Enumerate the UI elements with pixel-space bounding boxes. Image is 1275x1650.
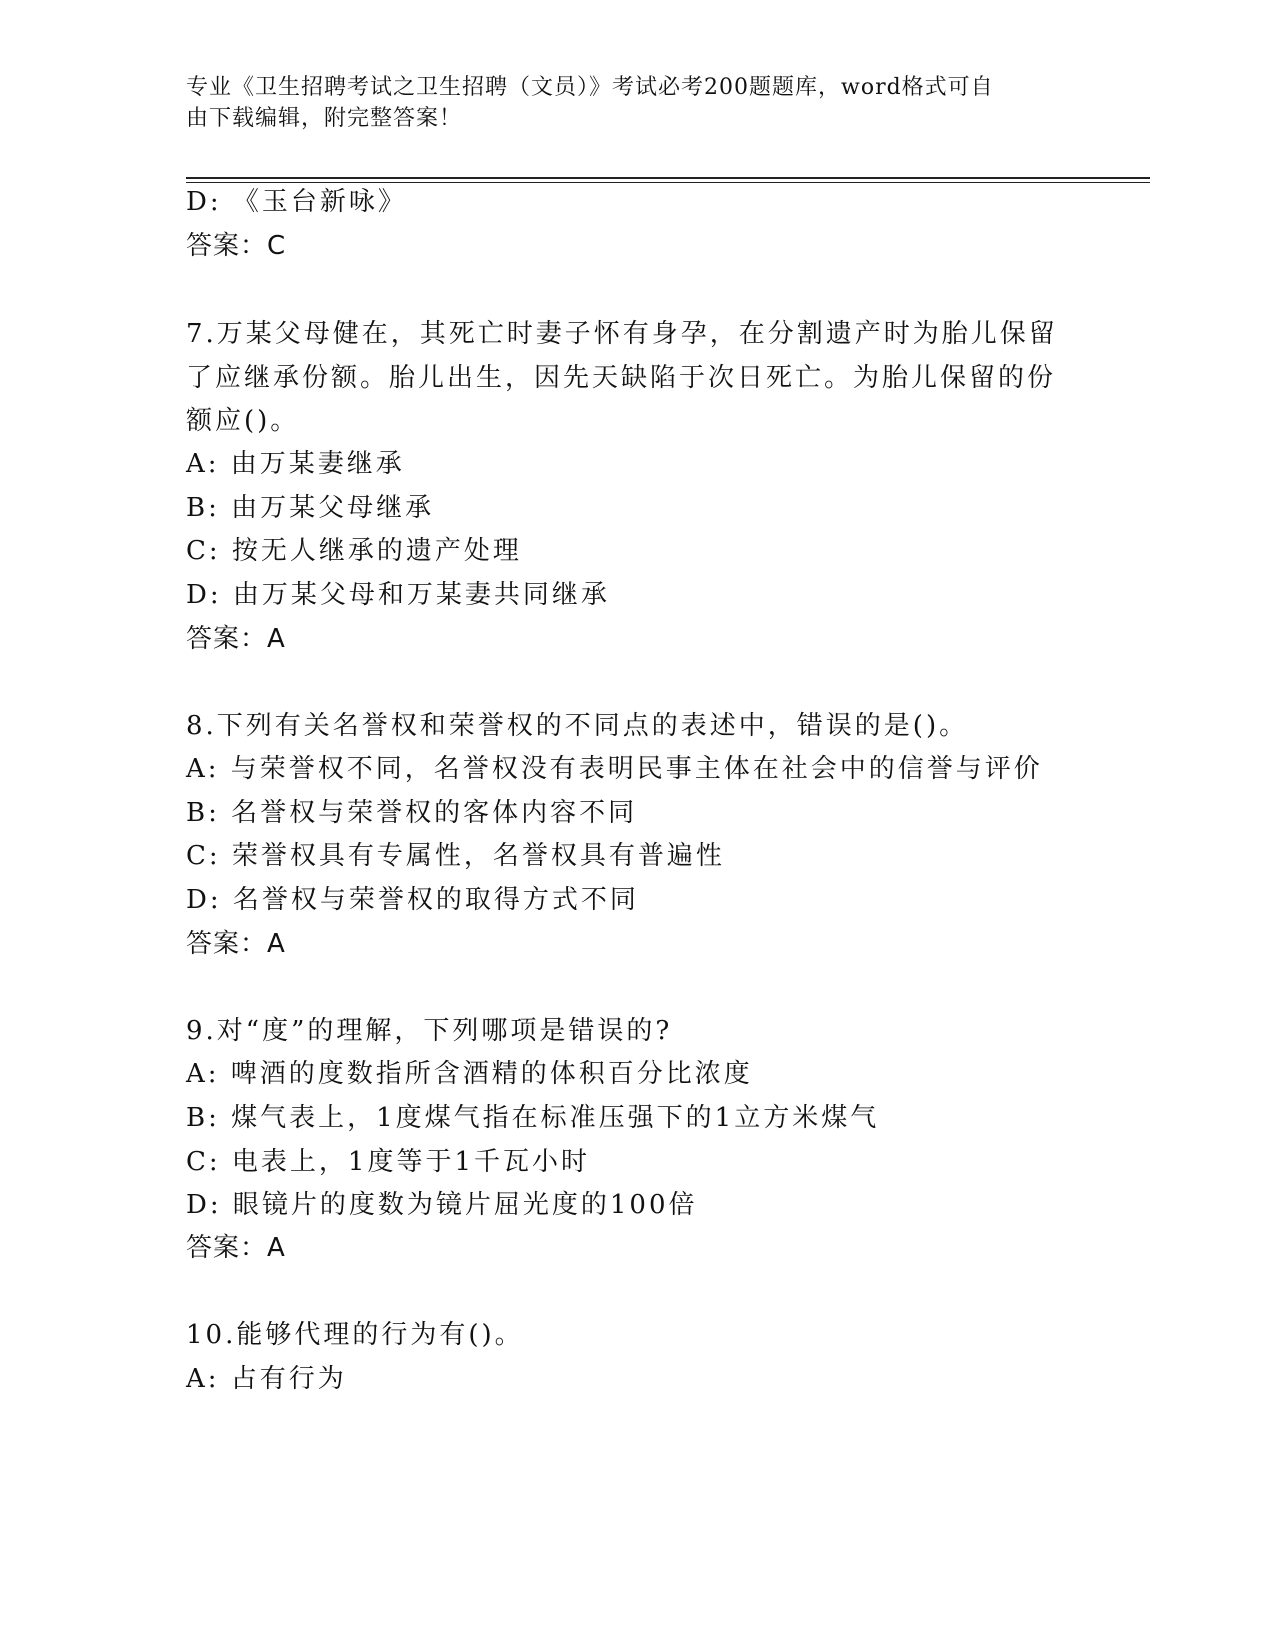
q7-answer: 答案：A [186, 624, 286, 654]
q9-option-a: A: 啤酒的度数指所含酒精的体积百分比浓度 [186, 1059, 753, 1089]
q9-answer: 答案：A [186, 1233, 286, 1263]
header-line-1: 专业《卫生招聘考试之卫生招聘（文员）》考试必考200题题库，word格式可自 [186, 75, 994, 100]
q7-option-a: A: 由万某妻继承 [186, 449, 405, 479]
q10-option-a: A: 占有行为 [186, 1364, 347, 1394]
q9-option-d: D: 眼镜片的度数为镜片屈光度的100倍 [186, 1190, 698, 1220]
header-line-2: 由下载编辑，附完整答案！ [186, 106, 463, 131]
q10-stem-line-1: 10.能够代理的行为有()。 [186, 1320, 524, 1350]
header-divider-thick [186, 177, 1150, 179]
q8-option-d: D: 名誉权与荣誉权的取得方式不同 [186, 885, 639, 915]
q8-option-a: A: 与荣誉权不同，名誉权没有表明民事主体在社会中的信誉与评价 [186, 754, 1043, 784]
q7-stem-line-1: 7.万某父母健在，其死亡时妻子怀有身孕，在分割遗产时为胎儿保留 [186, 319, 1058, 349]
q7-stem-line-3: 额应()。 [186, 406, 300, 436]
q8-option-b: B: 名誉权与荣誉权的客体内容不同 [186, 798, 638, 828]
prev-answer: 答案：C [186, 231, 287, 261]
q7-option-b: B: 由万某父母继承 [186, 493, 435, 523]
q8-option-c: C: 荣誉权具有专属性，名誉权具有普遍性 [186, 841, 725, 871]
q9-option-b: B: 煤气表上，1度煤气指在标准压强下的1立方米煤气 [186, 1103, 880, 1133]
q7-option-c: C: 按无人继承的遗产处理 [186, 536, 522, 566]
q7-option-d: D: 由万某父母和万某妻共同继承 [186, 580, 610, 610]
q8-stem-line-1: 8.下列有关名誉权和荣誉权的不同点的表述中，错误的是()。 [186, 711, 969, 741]
header-divider-thin [186, 182, 1150, 183]
q8-answer: 答案：A [186, 929, 286, 959]
prev-option-d: D: 《玉台新咏》 [186, 187, 407, 217]
q9-option-c: C: 电表上，1度等于1千瓦小时 [186, 1147, 591, 1177]
q7-stem-line-2: 了应继承份额。胎儿出生，因先天缺陷于次日死亡。为胎儿保留的份 [186, 363, 1057, 393]
document-header [186, 72, 1066, 134]
q9-stem-line-1: 9.对“度”的理解，下列哪项是错误的? [186, 1016, 673, 1046]
